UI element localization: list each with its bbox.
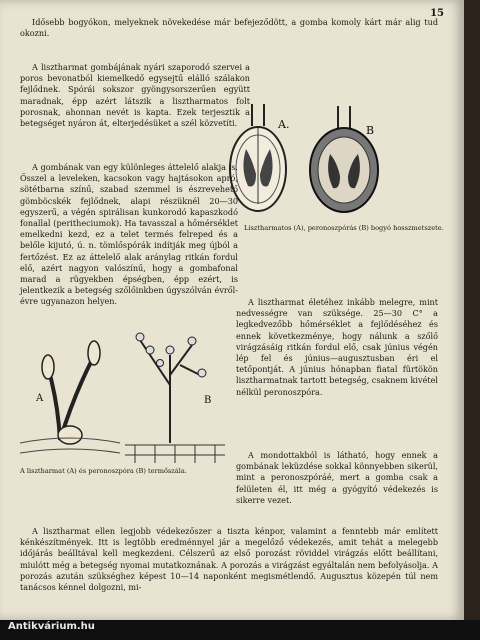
figure-label-bottom-a: A (36, 393, 44, 404)
powdery-mildew-drawing (20, 341, 120, 453)
berry-b-drawing (310, 106, 378, 212)
watermark-text: Antikvárium.hu (8, 621, 95, 632)
figure-label-bottom-b: B (204, 395, 212, 406)
paragraph-6: A lisztharmat ellen legjobb védekezőszer a tiszta kénpor, valamint a fenntebb már említett kénkészítmények. Itt is legtöbb eredménnyel jár a megelőző védekezés, amit tehát a melegebb időjárás beálltával kell megkezdeni. Célszerű az első porozást röviddel virágzás előtt beállítani, miulótt még a betegség nyomai mutatkoznának. A porozás a virágzást egyáltalán nem befolyásolja. A porozás azután szükséghez képest 10—14 naponként megismétlendő. Augusztus közepén túl nem tanácsos kénnel dolgozni, mi- (20, 526, 438, 593)
figure-caption-top: Lisztharmatos (A), peronoszpórás (B) bogyó hosszmetszete. (244, 224, 444, 232)
page-edge (464, 0, 480, 620)
figure-label-a: A. (278, 118, 290, 131)
figure-fungal-threads (20, 315, 232, 465)
figure-label-b: B (366, 124, 375, 137)
paragraph-2: A lisztharmat gombájának nyári szaporodó szervei a poros bevonatból kiemelkedő egysejtű elálló szálakon fejlődnek. Spórái sokszor gyöngysorszerűen együtt maradnak, épp azért látszik a lisztharmatos folt porosnak, ahonnan nevét is kapta. Ezek terjesztik a betegséget nyáron át, elterjedésüket a szél közvetíti. (20, 62, 250, 129)
figure-caption-bottom: A lisztharmat (A) és peronoszpóra (B) termőszála. (20, 467, 187, 475)
figure-berry-cross-sections (212, 94, 390, 224)
paragraph-3: A gombának van egy különleges áttelelő alakja is. Ősszel a leveleken, kacsokon vagy hajtásokon apró, sötétbarna színű, szabad szemmel is észrevehető gömböcskék fejlődnek, alapi részüknél 20—30 egyszerű, a végén spirálisan kunkorodó kapaszkodó fonallal (peritheciumok). Ha tavasszal a hőmérséklet emelkedni kezd, ez a telet termés felreped és a belőle kijutó, ú. n. tömlőspórák indítják meg újból a fertőzést. Ez az áttelelő alak aránylag ritkán fordul elő, azért nagyon valószínű, hogy a gombafonal marad a rügyekben épségben, épp ezért, is jelentkezik a betegség szőlőinkben úgyszólván évről-évre ugyanazon helyen. (20, 162, 238, 307)
paragraph-1: Idősebb bogyókon, melyeknek növekedése már befejeződött, a gomba komoly kárt már alig tud okozni. (20, 17, 438, 39)
paragraph-5: A mondottakból is látható, hogy ennek a gombának leküzdése sokkal könnyebben sikerül, mint a peronoszpóráé, mert a gomba csak a felületen él, itt még a gyógyító védekezés is sikerre vezet. (236, 450, 438, 505)
page-number: 15 (430, 8, 444, 19)
paragraph-4: A lisztharmat életéhez inkább melegre, mint nedvességre van szüksége. 25—30 C° a legkedvezőbb hőmérséklet a fejlődéséhez és ennek következménye, hogy nálunk a szőlő virágzásáig ritkán fordul elő, csak június végén lép fel és június—augusztusban éri el tetőpontját. A június hónapban fiatal fürtökön lisztharmatnak tartott betegség, csaknem kivétel nélkül peronoszpóra. (236, 297, 438, 397)
